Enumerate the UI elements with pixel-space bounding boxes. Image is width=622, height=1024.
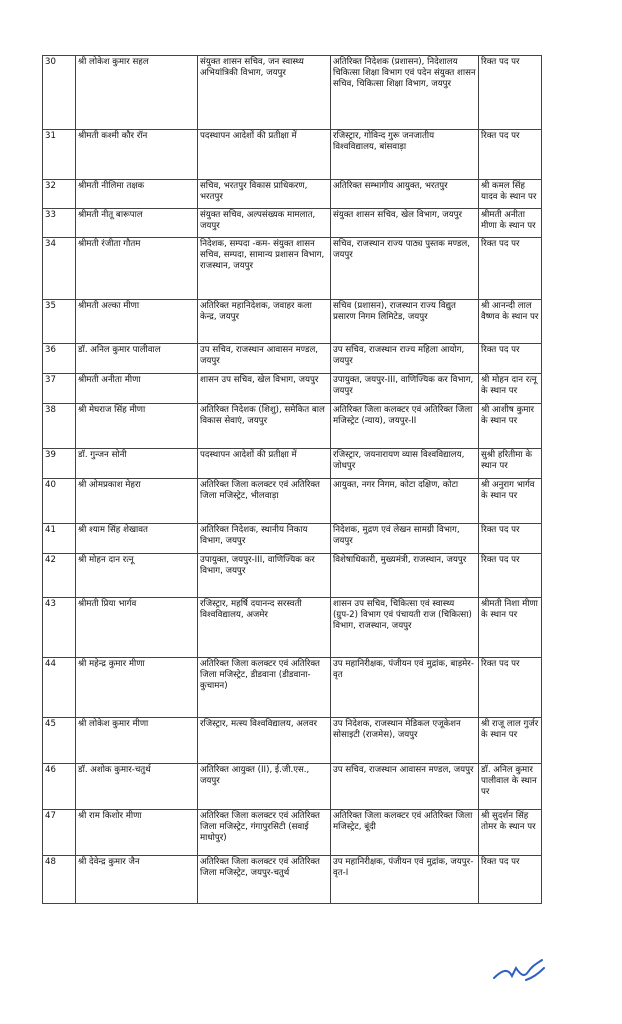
serial-number: 31 [43,130,76,180]
table-row [43,344,542,374]
serial-number: 42 [43,554,76,598]
remark: श्री आशीष कुमार के स्थान पर [479,404,542,449]
serial-number: 33 [43,209,76,238]
table-row [43,209,542,238]
remark: श्री राजू लाल गुर्जर के स्थान पर [479,718,542,764]
officer-name: श्रीमती रंजीता गौतम [76,238,198,300]
signature [490,948,550,988]
serial-number: 32 [43,180,76,209]
current-posting: पदस्थापन आदेशों की प्रतीक्षा में [198,130,331,180]
serial-number: 41 [43,524,76,554]
remark: रिक्त पद पर [479,524,542,554]
remark: श्रीमती निशा मीणा के स्थान पर [479,598,542,658]
table-row [43,449,542,479]
new-posting: संयुक्त शासन सचिव, खेल विभाग, जयपुर [331,209,479,238]
table-row [43,598,542,658]
remark: रिक्त पद पर [479,658,542,718]
remark: रिक्त पद पर [479,344,542,374]
table-row [43,300,542,344]
table-row [43,810,542,856]
new-posting: उप निदेशक, राजस्थान मेडिकल एजूकेशन सोसाइटी (राजमेस), जयपुर [331,718,479,764]
current-posting: उपायुक्त, जयपुर-III, वाणिज्यिक कर विभाग, जयपुर [198,554,331,598]
remark: श्री अनुराग भार्गव के स्थान पर [479,479,542,524]
current-posting: अतिरिक्त आयुक्त (II), ई.जी.एस., जयपुर [198,764,331,810]
new-posting: उप सचिव, राजस्थान राज्य महिला आयोग, जयपुर [331,344,479,374]
remark: श्री सुदर्शन सिंह तोमर के स्थान पर [479,810,542,856]
remark: श्री कमल सिंह यादव के स्थान पर [479,180,542,209]
table-row [43,479,542,524]
table-row [43,374,542,404]
table-row [43,56,542,130]
table-row [43,524,542,554]
officer-name: श्री देवेन्द्र कुमार जैन [76,856,198,904]
remark: डॉ. अनिल कुमार पालीवाल के स्थान पर [479,764,542,810]
new-posting: सचिव, राजस्थान राज्य पाठ्य पुस्तक मण्डल, जयपुर [331,238,479,300]
remark: रिक्त पद पर [479,238,542,300]
remark: श्री मोहन दान रत्नू के स्थान पर [479,374,542,404]
new-posting: उप महानिरीक्षक, पंजीयन एवं मुद्रांक, जयपुर-वृत-I [331,856,479,904]
officer-name: श्रीमती अनीता मीणा [76,374,198,404]
officer-name: श्रीमती कश्मी कौर रॉन [76,130,198,180]
current-posting: अतिरिक्त महानिदेशक, जवाहर कला केन्द्र, जयपुर [198,300,331,344]
new-posting: आयुक्त, नगर निगम, कोटा दक्षिण, कोटा [331,479,479,524]
table-row [43,404,542,449]
serial-number: 37 [43,374,76,404]
serial-number: 38 [43,404,76,449]
new-posting: अतिरिक्त जिला कलक्टर एवं अतिरिक्त जिला मजिस्ट्रेट, बूंदी [331,810,479,856]
table-row [43,658,542,718]
officer-name: डॉ. गुन्जन सोनी [76,449,198,479]
serial-number: 36 [43,344,76,374]
new-posting: अतिरिक्त निदेशक (प्रशासन), निदेशालय चिकित्सा शिक्षा विभाग एवं पदेन संयुक्त शासन सचिव, चिकित्सा शिक्षा विभाग, जयपुर [331,56,479,130]
remark: श्री आनन्दी लाल वैष्णव के स्थान पर [479,300,542,344]
new-posting: रजिस्ट्रार, जयनारायण व्यास विश्वविद्यालय, जोधपुर [331,449,479,479]
serial-number: 39 [43,449,76,479]
table-row [43,130,542,180]
current-posting: अतिरिक्त जिला कलक्टर एवं अतिरिक्त जिला मजिस्ट्रेट, गंगापुरसिटी (सवाई माधोपुर) [198,810,331,856]
remark: रिक्त पद पर [479,130,542,180]
current-posting: सचिव, भरतपुर विकास प्राधिकरण, भरतपुर [198,180,331,209]
officer-name: श्री राम किशोर मीणा [76,810,198,856]
officer-name: श्री श्याम सिंह शेखावत [76,524,198,554]
serial-number: 45 [43,718,76,764]
table-row [43,856,542,904]
serial-number: 47 [43,810,76,856]
table-row [43,180,542,209]
officer-name: श्री लोकेश कुमार सहल [76,56,198,130]
serial-number: 44 [43,658,76,718]
current-posting: संयुक्त सचिव, अल्पसंख्यक मामलात, जयपुर [198,209,331,238]
officer-name: श्रीमती अल्का मीणा [76,300,198,344]
serial-number: 35 [43,300,76,344]
current-posting: पदस्थापन आदेशों की प्रतीक्षा में [198,449,331,479]
table-row [43,238,542,300]
remark: रिक्त पद पर [479,554,542,598]
new-posting: विशेषाधिकारी, मुख्यमंत्री, राजस्थान, जयपुर [331,554,479,598]
officer-name: श्री महेन्द्र कुमार मीणा [76,658,198,718]
current-posting: उप सचिव, राजस्थान आवासन मण्डल, जयपुर [198,344,331,374]
current-posting: अतिरिक्त निदेशक, स्थानीय निकाय विभाग, जयपुर [198,524,331,554]
new-posting: उप सचिव, राजस्थान आवासन मण्डल, जयपुर [331,764,479,810]
table-row [43,554,542,598]
new-posting: अतिरिक्त सम्भागीय आयुक्त, भरतपुर [331,180,479,209]
table-row [43,718,542,764]
new-posting: शासन उप सचिव, चिकित्सा एवं स्वास्थ्य (ग्रुप-2) विभाग एवं पंचायती राज (चिकित्सा) विभाग, राजस्थान, जयपुर [331,598,479,658]
current-posting: अतिरिक्त जिला कलक्टर एवं अतिरिक्त जिला मजिस्ट्रेट, जयपुर-चतुर्थ [198,856,331,904]
officer-name: श्री मेघराज सिंह मीणा [76,404,198,449]
signature-stroke [494,960,544,980]
serial-number: 43 [43,598,76,658]
serial-number: 40 [43,479,76,524]
current-posting: अतिरिक्त जिला कलक्टर एवं अतिरिक्त जिला मजिस्ट्रेट, डीडवाना (डीडवाना-कुचामन) [198,658,331,718]
officer-name: श्री ओमप्रकाश मेहरा [76,479,198,524]
remark: श्रीमती अनीता मीणा के स्थान पर [479,209,542,238]
current-posting: निदेशक, सम्पदा -कम- संयुक्त शासन सचिव, सम्पदा, सामान्य प्रशासन विभाग, राजस्थान, जयपुर [198,238,331,300]
officer-name: श्रीमती नीतू बारूपाल [76,209,198,238]
new-posting: निदेशक, मुद्रण एवं लेखन सामग्री विभाग, जयपुर [331,524,479,554]
new-posting: अतिरिक्त जिला कलक्टर एवं अतिरिक्त जिला मजिस्ट्रेट (न्याय), जयपुर-II [331,404,479,449]
transfer-order-table [42,55,542,904]
officer-name: श्री लोकेश कुमार मीणा [76,718,198,764]
remark: रिक्त पद पर [479,56,542,130]
officer-name: श्रीमती नीलिमा तक्षक [76,180,198,209]
current-posting: रजिस्ट्रार, मत्स्य विश्वविद्यालय, अलवर [198,718,331,764]
current-posting: संयुक्त शासन सचिव, जन स्वास्थ्य अभियांत्रिकी विभाग, जयपुर [198,56,331,130]
officer-name: डॉ. अनिल कुमार पालीवाल [76,344,198,374]
table-row [43,764,542,810]
serial-number: 48 [43,856,76,904]
new-posting: सचिव (प्रशासन), राजस्थान राज्य विद्युत प्रसारण निगम लिमिटेड, जयपुर [331,300,479,344]
current-posting: अतिरिक्त निदेशक (शिशु), समेकित बाल विकास सेवाएं, जयपुर [198,404,331,449]
officer-name: श्रीमती प्रिया भार्गव [76,598,198,658]
remark: सुश्री हरितीमा के स्थान पर [479,449,542,479]
current-posting: अतिरिक्त जिला कलक्टर एवं अतिरिक्त जिला मजिस्ट्रेट, भीलवाड़ा [198,479,331,524]
officer-name: डॉ. अशोक कुमार-चतुर्थ [76,764,198,810]
current-posting: शासन उप सचिव, खेल विभाग, जयपुर [198,374,331,404]
new-posting: उपायुक्त, जयपुर-III, वाणिज्यिक कर विभाग, जयपुर [331,374,479,404]
remark: रिक्त पद पर [479,856,542,904]
serial-number: 34 [43,238,76,300]
new-posting: रजिस्ट्रार, गोविन्द गुरू जनजातीय विश्वविद्यालय, बांसवाड़ा [331,130,479,180]
new-posting: उप महानिरीक्षक, पंजीयन एवं मुद्रांक, बाड़मेर-वृत [331,658,479,718]
current-posting: रजिस्ट्रार, महर्षि दयानन्द सरस्वती विश्वविद्यालय, अजमेर [198,598,331,658]
officer-name: श्री मोहन दान रत्नू [76,554,198,598]
serial-number: 30 [43,56,76,130]
serial-number: 46 [43,764,76,810]
